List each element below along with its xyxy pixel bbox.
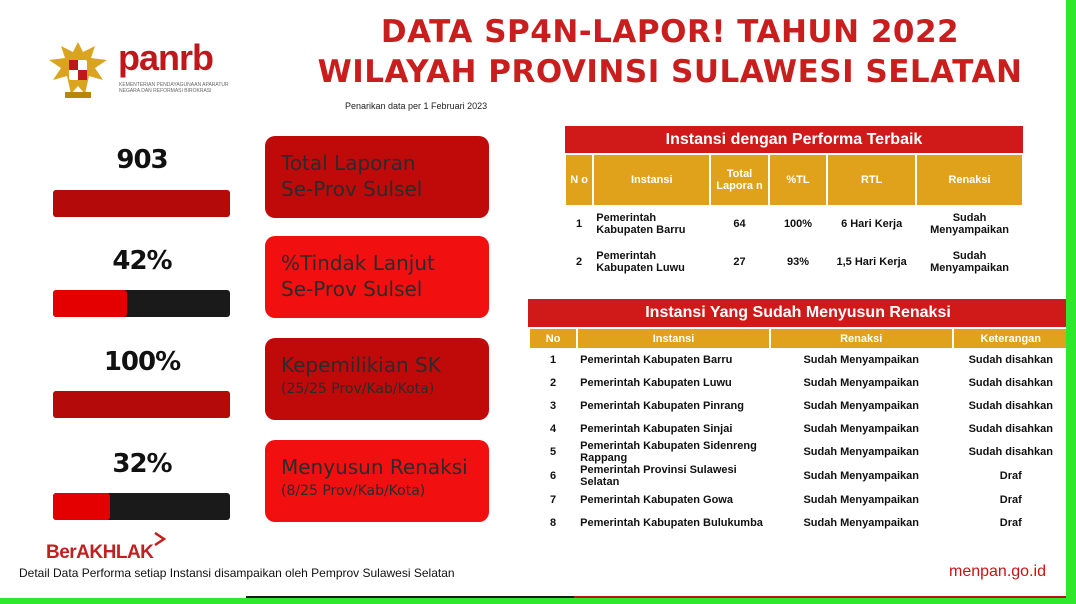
cell-keterangan: Sudah disahkan: [968, 422, 1053, 435]
stat-tindak-lanjut-card: [265, 236, 489, 318]
cell-instansi: Pemerintah Kabupaten Luwu: [596, 250, 685, 274]
table-row: [566, 243, 1022, 281]
table-row: [530, 348, 1066, 371]
cell-instansi: Pemerintah Kabupaten Sidenreng Rappang: [580, 440, 757, 464]
cell-renaksi: Sudah Menyampaikan: [930, 212, 1009, 236]
stat-sublabel: Se-Prov Sulsel: [281, 177, 423, 201]
table-row: [530, 371, 1066, 394]
data-date-note: Penarikan data per 1 Februari 2023: [345, 101, 488, 111]
table-header-row: [530, 329, 1066, 348]
page-subtitle-region: WILAYAH PROVINSI SULAWESI SELATAN: [317, 54, 1023, 90]
site-link[interactable]: menpan.go.id: [949, 563, 1046, 580]
cell-no: 6: [550, 470, 557, 482]
garuda-emblem-icon: [45, 38, 111, 102]
cell-renaksi: Sudah Menyampaikan: [803, 470, 919, 482]
bottom-divider: [246, 596, 1066, 598]
stat-bar-fill: [53, 190, 230, 217]
table-header-row: [566, 155, 1022, 205]
cell-keterangan: Sudah disahkan: [968, 399, 1053, 412]
renaksi-table: [528, 329, 1066, 534]
cell-instansi: Pemerintah Kabupaten Pinrang: [580, 399, 744, 412]
best-performance-table: [564, 155, 1024, 281]
chevron-right-icon: [151, 532, 169, 546]
col-header-no: N o: [566, 155, 592, 205]
col-header-instansi: Instansi: [594, 155, 709, 205]
brand-subtitle: KEMENTERIAN PENDAYAGUNAAN APARATUR NEGARA DAN REFORMASI BIROKRASI: [119, 82, 229, 94]
stat-tindak-lanjut-bar: [53, 290, 230, 317]
table-row: [530, 440, 1066, 464]
cell-renaksi: Sudah Menyampaikan: [803, 493, 919, 506]
stat-bar-fill: [53, 290, 127, 317]
col-header-instansi: Instansi: [578, 329, 769, 348]
cell-keterangan: Draf: [999, 493, 1022, 506]
stat-label: Kepemilikian SK: [281, 353, 441, 377]
col-header-total-laporan: Total Lapora n: [711, 155, 768, 205]
footer-note: Detail Data Performa setiap Instansi disampaikan oleh Pemprov Sulawesi Selatan: [19, 566, 455, 580]
stat-kepemilikan-sk-card: [265, 338, 489, 420]
cell-keterangan: Sudah disahkan: [968, 376, 1053, 389]
stat-kepemilikan-sk-bar: [53, 391, 230, 418]
cell-instansi: Pemerintah Provinsi Sulawesi Selatan: [580, 464, 737, 488]
col-header-renaksi: Renaksi: [771, 329, 952, 348]
cell-rtl: 1,5 Hari Kerja: [836, 256, 907, 268]
stat-total-laporan-bar: [53, 190, 230, 217]
cell-renaksi: Sudah Menyampaikan: [803, 446, 919, 458]
page-title: DATA SP4N-LAPOR! TAHUN 2022: [380, 14, 960, 50]
stat-sublabel: (8/25 Prov/Kab/Kota): [281, 483, 426, 499]
stat-label: Menyusun Renaksi: [281, 455, 468, 479]
cell-renaksi: Sudah Menyampaikan: [803, 376, 919, 389]
stat-label: %Tindak Lanjut: [281, 251, 435, 275]
cell-instansi: Pemerintah Kabupaten Gowa: [580, 493, 733, 506]
stat-bar-fill: [53, 391, 230, 418]
cell-instansi: Pemerintah Kabupaten Bulukumba: [580, 516, 763, 529]
cell-no: 8: [550, 516, 557, 529]
cell-instansi: Pemerintah Kabupaten Barru: [596, 212, 686, 236]
cell-no: 5: [550, 446, 557, 458]
cell-keterangan: Sudah disahkan: [968, 353, 1053, 366]
brand-logo-text: panrb: [118, 37, 214, 78]
stat-renaksi-card: [265, 440, 489, 522]
cell-no: 2: [550, 376, 557, 389]
cell-renaksi: Sudah Menyampaikan: [803, 516, 919, 529]
col-header-tl: %TL: [770, 155, 827, 205]
stat-sublabel: Se-Prov Sulsel: [281, 277, 423, 301]
cell-instansi: Pemerintah Kabupaten Sinjai: [580, 422, 733, 435]
cell-tl: 100%: [783, 218, 813, 230]
cell-renaksi: Sudah Menyampaikan: [803, 399, 919, 412]
cell-total-laporan: 64: [733, 218, 746, 230]
cell-rtl: 6 Hari Kerja: [841, 218, 903, 230]
best-table-title: Instansi dengan Performa Terbaik: [565, 126, 1023, 153]
table-row: [530, 488, 1066, 511]
cell-no: 1: [550, 353, 557, 366]
stat-kepemilikan-sk-value: 100%: [103, 347, 181, 377]
cell-no: 7: [550, 493, 557, 506]
cell-keterangan: Draf: [999, 516, 1022, 529]
table-row: [530, 394, 1066, 417]
col-header-keterangan: Keterangan: [954, 329, 1066, 348]
cell-renaksi: Sudah Menyampaikan: [803, 353, 919, 366]
stat-label: Total Laporan: [281, 151, 416, 175]
stat-total-laporan-card: [265, 136, 489, 218]
cell-renaksi: Sudah Menyampaikan: [930, 250, 1009, 274]
stat-tindak-lanjut-value: 42%: [112, 246, 172, 276]
table-row: [566, 205, 1022, 243]
table-row: [530, 511, 1066, 534]
berakhlak-logo: BerAKHLAK: [46, 542, 154, 563]
cell-no: 3: [550, 399, 557, 412]
table-row: [530, 417, 1066, 440]
table-row: [530, 464, 1066, 488]
cell-no: 1: [576, 218, 583, 230]
cell-instansi: Pemerintah Kabupaten Barru: [580, 353, 733, 366]
stat-sublabel: (25/25 Prov/Kab/Kota): [281, 381, 435, 397]
cell-total-laporan: 27: [733, 256, 746, 268]
stat-renaksi-bar: [53, 493, 230, 520]
cell-keterangan: Sudah disahkan: [968, 446, 1053, 458]
stat-renaksi-value: 32%: [112, 449, 172, 479]
renaksi-table-title: Instansi Yang Sudah Menyusun Renaksi: [528, 299, 1066, 327]
cell-no: 4: [550, 422, 557, 435]
cell-keterangan: Draf: [999, 470, 1022, 482]
stat-bar-fill: [53, 493, 110, 520]
cell-no: 2: [576, 256, 583, 268]
cell-renaksi: Sudah Menyampaikan: [803, 422, 919, 435]
stat-total-laporan-value: 903: [116, 145, 168, 175]
col-header-rtl: RTL: [828, 155, 915, 205]
col-header-no: No: [530, 329, 576, 348]
cell-instansi: Pemerintah Kabupaten Luwu: [580, 376, 732, 389]
cell-tl: 93%: [787, 256, 810, 268]
col-header-renaksi: Renaksi: [917, 155, 1022, 205]
